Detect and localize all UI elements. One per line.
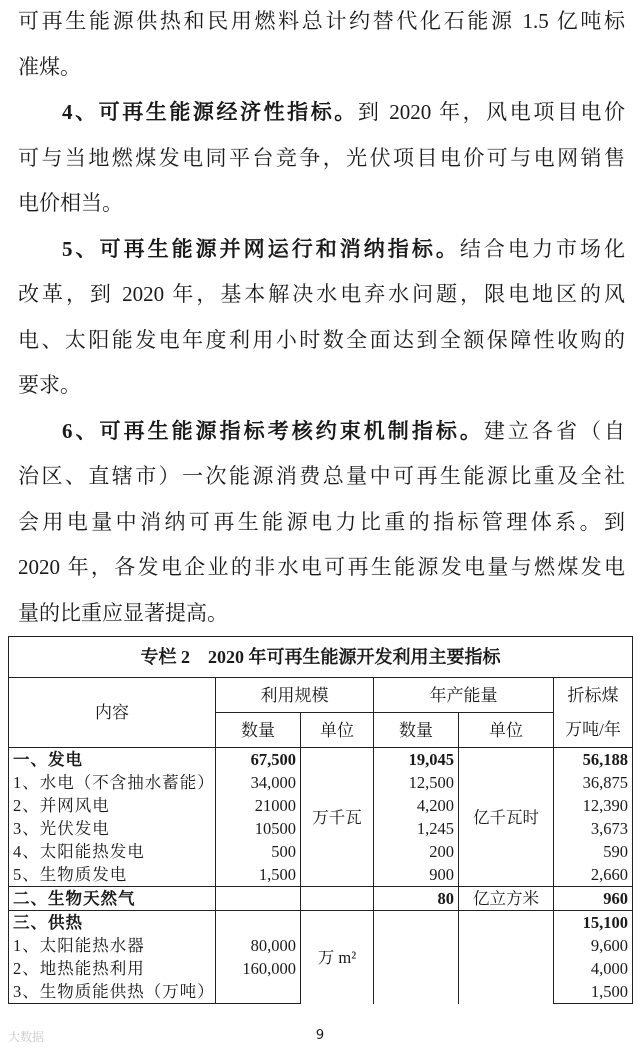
text-span: 到 2020 年，风电项目电价 — [357, 100, 626, 124]
coal-value: 960 — [554, 887, 633, 911]
table-row — [9, 748, 633, 772]
coal-value: 2,660 — [554, 863, 633, 887]
annual-value: 4,200 — [374, 794, 459, 817]
scale-value: 10500 — [216, 817, 301, 840]
table-title: 专栏 2 2020 年可再生能源开发利用主要指标 — [9, 637, 633, 678]
text-line: 电、太阳能发电年度利用小时数全面达到全额保障性收购的 — [18, 327, 625, 352]
row-name: 5、生物质发电 — [9, 863, 216, 887]
row-name: 二、生物天然气 — [9, 887, 216, 911]
annual-value: 1,245 — [374, 817, 459, 840]
text-line: 改革，到 2020 年，基本解决水电弃水问题，限电地区的风 — [18, 282, 625, 306]
text-line: 治区、直辖市）一次能源消费总量中可再生能源比重及全社 — [18, 464, 625, 488]
scale-value — [216, 911, 301, 935]
row-name: 1、水电（不含抽水蓄能） — [9, 771, 216, 794]
text-line: 会用电量中消纳可再生能源电力比重的指标管理体系。到 — [18, 509, 625, 534]
header-annual: 年产能量 — [374, 678, 554, 713]
row-name: 3、光伏发电 — [9, 817, 216, 840]
header-qty: 数量 — [374, 713, 459, 748]
coal-value: 9,600 — [554, 934, 633, 957]
row-name: 3、生物质能供热（万吨） — [9, 980, 216, 1004]
coal-value: 1,500 — [554, 980, 633, 1004]
annual-value: 12,500 — [374, 771, 459, 794]
coal-value: 36,875 — [554, 771, 633, 794]
coal-value: 15,100 — [554, 911, 633, 935]
scale-unit: 万 m² — [301, 911, 374, 1004]
text-line: 可再生能源供热和民用燃料总计约替代化石能源 1.5 亿吨标 — [18, 9, 625, 33]
header-content: 内容 — [9, 678, 216, 748]
annual-value: 900 — [374, 863, 459, 887]
header-scale: 利用规模 — [216, 678, 374, 713]
scale-value — [216, 887, 301, 911]
scale-value: 160,000 — [216, 957, 301, 980]
scale-value — [216, 980, 301, 1004]
body-text — [18, 0, 625, 637]
scale-unit-empty — [301, 887, 374, 911]
scale-value: 34,000 — [216, 771, 301, 794]
indicators-table — [8, 636, 633, 1004]
header-unit: 单位 — [301, 713, 374, 748]
coal-value: 4,000 — [554, 957, 633, 980]
coal-value: 590 — [554, 840, 633, 863]
row-name: 三、供热 — [9, 911, 216, 935]
text-line: 要求。 — [18, 373, 81, 397]
paragraph-6-first-line — [18, 410, 625, 456]
annual-value: 200 — [374, 840, 459, 863]
paragraph-heading: 6、可再生能源指标考核约束机制指标。 — [62, 418, 484, 443]
paragraph-heading: 5、可再生能源并网运行和消纳指标。 — [62, 236, 460, 261]
watermark-logo: 大数据 — [8, 1030, 45, 1044]
row-name: 一、发电 — [9, 748, 216, 772]
row-name: 2、地热能热利用 — [9, 957, 216, 980]
annual-value-empty — [374, 911, 459, 1004]
row-name: 2、并网风电 — [9, 794, 216, 817]
text-line: 电价相当。 — [18, 191, 123, 215]
table-row — [9, 887, 633, 911]
text-line: 准煤。 — [18, 54, 81, 79]
scale-value: 500 — [216, 840, 301, 863]
paragraph-heading: 4、可再生能源经济性指标。 — [62, 100, 358, 124]
page-number: 9 — [315, 1028, 325, 1043]
annual-unit: 亿千瓦时 — [459, 748, 554, 887]
scale-value: 1,500 — [216, 863, 301, 887]
annual-value: 80 — [374, 887, 459, 911]
header-qty: 数量 — [216, 713, 301, 748]
text-line: 2020 年，各发电企业的非水电可再生能源发电量与燃煤发电 — [18, 555, 625, 579]
table-row — [9, 911, 633, 935]
header-coal: 折标煤 — [554, 678, 633, 713]
annual-unit-empty — [459, 911, 554, 1004]
header-coal-unit: 万吨/年 — [554, 713, 633, 748]
annual-value: 19,045 — [374, 748, 459, 772]
paragraph-5-first-line — [18, 228, 625, 274]
scale-value: 80,000 — [216, 934, 301, 957]
scale-value: 67,500 — [216, 748, 301, 772]
annual-unit: 亿立方米 — [459, 887, 554, 911]
text-line: 量的比重应显著提高。 — [18, 600, 228, 625]
scale-unit: 万千瓦 — [301, 748, 374, 887]
header-unit: 单位 — [459, 713, 554, 748]
row-name: 4、太阳能热发电 — [9, 840, 216, 863]
row-name: 1、太阳能热水器 — [9, 934, 216, 957]
coal-value: 3,673 — [554, 817, 633, 840]
text-span: 建立各省（自 — [483, 418, 625, 443]
text-span: 结合电力市场化 — [459, 236, 626, 261]
coal-value: 12,390 — [554, 794, 633, 817]
text-line: 可与当地燃煤发电同平台竞争，光伏项目电价可与电网销售 — [18, 145, 625, 170]
coal-value: 56,188 — [554, 748, 633, 772]
scale-value: 21000 — [216, 794, 301, 817]
paragraph-4-first-line — [18, 91, 625, 137]
